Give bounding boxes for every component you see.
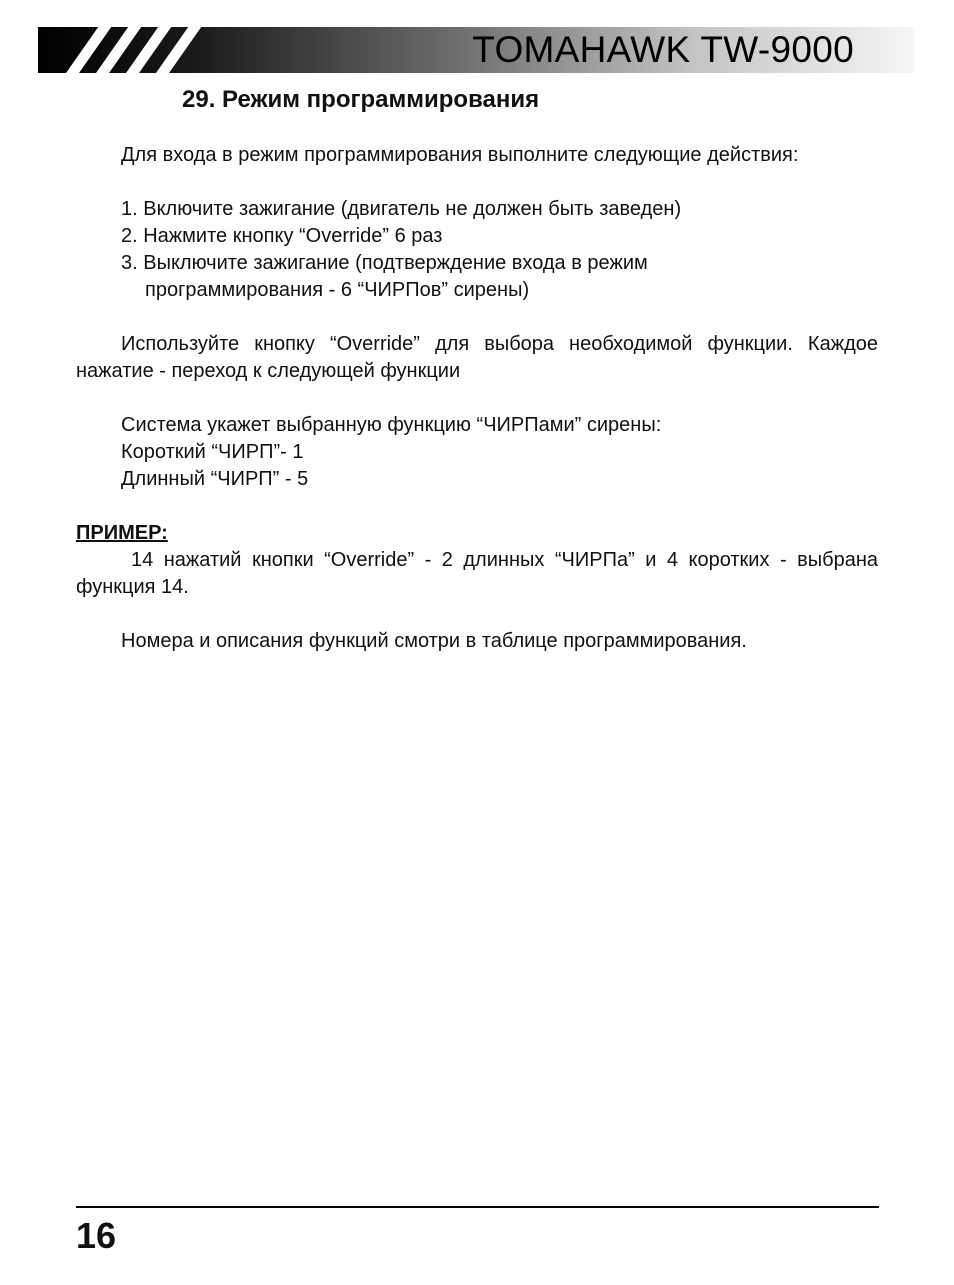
list-item: 2. Нажмите кнопку “Override” 6 раз bbox=[121, 225, 443, 247]
example-label bbox=[76, 520, 878, 547]
manual-title: TOMAHAWK TW-9000 bbox=[472, 29, 854, 70]
list-item-continuation: программирования - 6 “ЧИРПов” сирены) bbox=[145, 279, 530, 301]
section-title: 29. Режим программирования bbox=[182, 86, 540, 113]
intro-paragraph: Для входа в режим программирования выполните следующие действия: bbox=[121, 144, 799, 166]
list-item-text: 3. Выключите зажигание (подтверждение входа в режим bbox=[121, 252, 648, 274]
header-band bbox=[38, 27, 914, 73]
page-number: 16 bbox=[76, 1215, 117, 1256]
steps-list bbox=[76, 196, 878, 304]
footer-rule bbox=[76, 1206, 879, 1208]
page-content bbox=[76, 142, 878, 655]
override-paragraph: Используйте кнопку “Override” для выбора необходимой функции. Каждое нажатие - переход к следующей функции bbox=[76, 333, 878, 382]
reference-paragraph: Номера и описания функций смотри в таблице программирования. bbox=[121, 630, 747, 652]
long-chirp-line: Длинный “ЧИРП” - 5 bbox=[121, 468, 309, 490]
system-block bbox=[76, 412, 878, 493]
example-heading: ПРИМЕР: bbox=[76, 522, 168, 544]
example-paragraph: 14 нажатий кнопки “Override” - 2 длинных “ЧИРПа” и 4 коротких - выбрана функция 14. bbox=[76, 549, 878, 598]
list-item: 1. Включите зажигание (двигатель не должен быть заведен) bbox=[121, 198, 682, 220]
list-item bbox=[76, 250, 878, 304]
system-line: Система укажет выбранную функцию “ЧИРПами” сирены: bbox=[121, 414, 662, 436]
short-chirp-line: Короткий “ЧИРП”- 1 bbox=[121, 441, 304, 463]
